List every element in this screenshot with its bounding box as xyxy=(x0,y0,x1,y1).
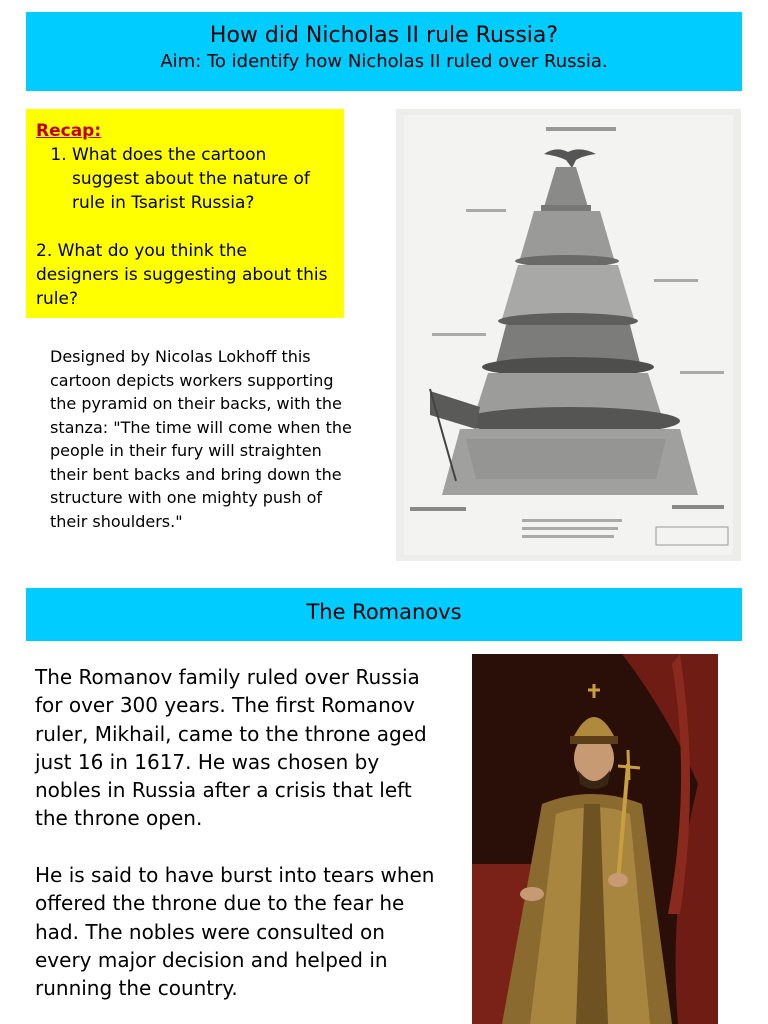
cartoon-image xyxy=(396,109,741,561)
section-banner xyxy=(26,588,742,641)
recap-question-1: 1. What does the cartoon suggest about the nature of rule in Tsarist Russia? xyxy=(72,143,334,215)
recap-question-list xyxy=(36,143,334,215)
recap-box xyxy=(26,109,344,318)
romanovs-paragraph-2: He is said to have burst into tears when offered the throne due to the fear he had. The nobles were consulted on every major decision and helped in running the country. xyxy=(35,863,435,1001)
title-banner xyxy=(26,12,742,91)
section-title: The Romanovs xyxy=(306,600,462,624)
pyramid-cartoon-drawing xyxy=(396,109,741,561)
aim-text: Aim: To identify how Nicholas II ruled over Russia. xyxy=(160,51,608,72)
cartoon-caption: Designed by Nicolas Lokhoff this cartoon depicts workers supporting the pyramid on their backs, with the stanza: "The time will come when the people in their fury will straighten their bent backs and bring down the structure with one mighty push of their shoulders." xyxy=(50,347,352,531)
portrait-image xyxy=(472,654,718,1024)
tsar-portrait-drawing xyxy=(472,654,718,1024)
recap-question-2: 2. What do you think the designers is suggesting about this rule? xyxy=(36,241,328,309)
page-title: How did Nicholas II rule Russia? xyxy=(209,23,559,48)
recap-heading: Recap: xyxy=(36,121,102,141)
romanovs-paragraph-1: The Romanov family ruled over Russia for over 300 years. The first Romanov ruler, Mikhail, came to the throne aged just 16 in 1617. He was chosen by nobles in Russia after a crisis that left the throne open. xyxy=(35,665,427,831)
